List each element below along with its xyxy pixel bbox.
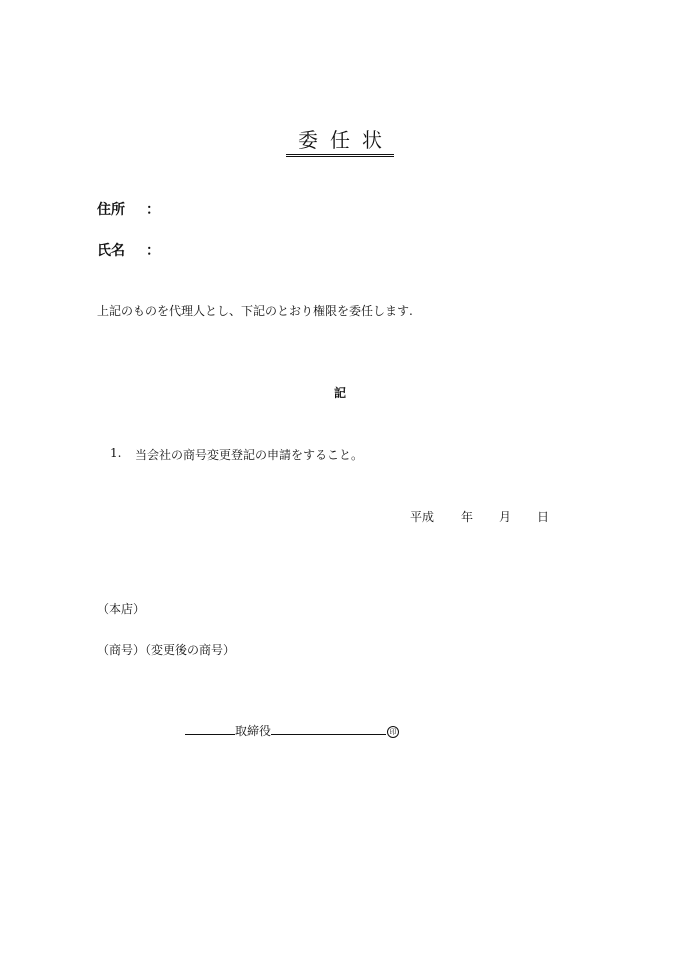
- address-colon: ：: [146, 202, 160, 218]
- name-colon: ：: [146, 243, 160, 259]
- document-title-area: [0, 124, 680, 157]
- date-era: 平成: [410, 510, 435, 524]
- signature-blank-line: [271, 722, 386, 735]
- director-role-label: 取締役: [235, 724, 272, 738]
- document-title: 委任状: [286, 124, 394, 157]
- pre-role-blank-line: [185, 722, 235, 735]
- date-day: 日: [537, 510, 550, 524]
- trade-name-label: （商号）（変更後の商号）: [97, 643, 236, 657]
- seal-mark-icon: 印: [387, 726, 399, 738]
- signature-line: [185, 722, 399, 739]
- delegation-statement: 上記のものを代理人とし、下記のとおり権限を委任します.: [97, 304, 413, 318]
- head-office-label: （本店）: [97, 602, 146, 616]
- date-month: 月: [499, 510, 512, 524]
- name-label: 氏名: [97, 243, 125, 259]
- ki-heading: 記: [333, 386, 346, 400]
- item-1-number: 1.: [110, 446, 122, 460]
- address-label: 住所: [97, 202, 125, 218]
- item-1-text: 当会社の商号変更登記の申請をすること。: [135, 448, 364, 462]
- date-year: 年: [461, 510, 474, 524]
